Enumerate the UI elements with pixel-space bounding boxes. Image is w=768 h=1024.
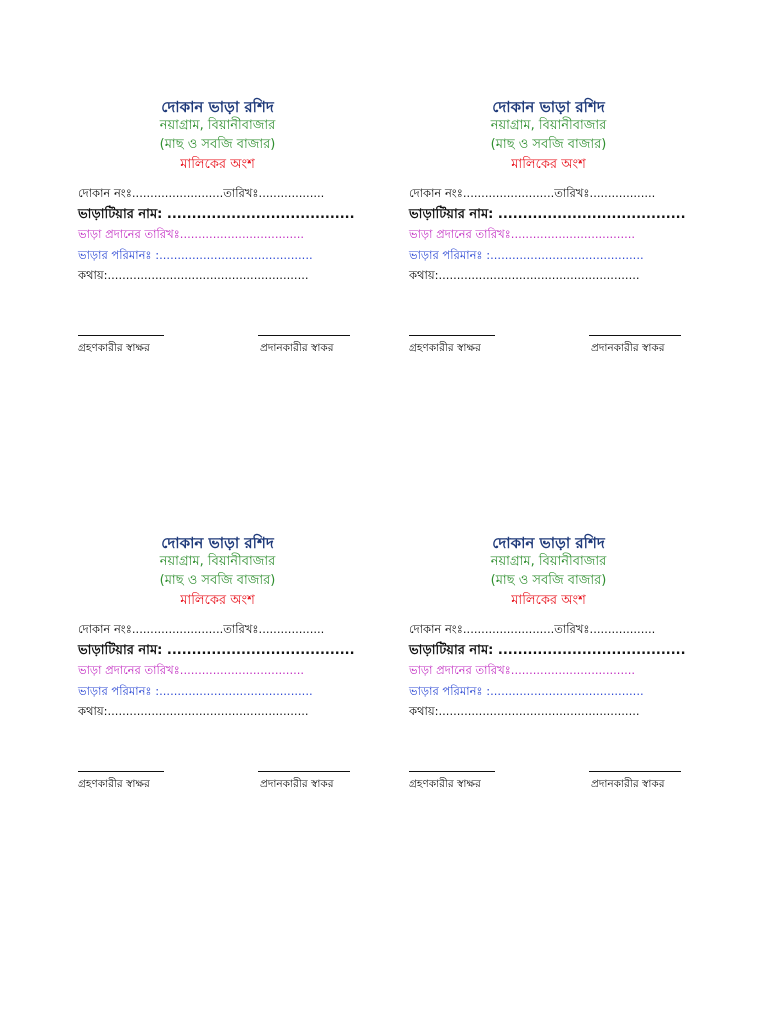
receipt-title: দোকান ভাড়া রশিদ (161, 534, 274, 552)
receipt-market: (মাছ ও সবজি বাজার) (159, 573, 276, 588)
payment-date-line: ভাড়া প্রদানের তারিখঃ.................................. (78, 227, 305, 241)
payer-signature-line (258, 335, 350, 336)
rent-amount-line: ভাড়ার পরিমানঃ :.......................................... (409, 248, 644, 262)
receipt-bottom-left (78, 532, 368, 802)
receiver-signature-label: গ্রহণকারীর স্বাক্ষর (409, 342, 481, 354)
shop-number-date-line: দোকান নংঃ.........................তারিখঃ.................. (78, 622, 325, 636)
tenant-name-line: ভাড়াটিয়ার নাম: ...................................... (78, 643, 355, 658)
receipt-place: নয়াগ্রাম, বিয়ানীবাজার (490, 118, 607, 133)
receiver-signature-label: গ্রহণকারীর স্বাক্ষর (78, 342, 150, 354)
shop-number-date-line: দোকান নংঃ.........................তারিখঃ.................. (409, 186, 656, 200)
receiver-signature-label: গ্রহণকারীর স্বাক্ষর (409, 778, 481, 790)
tenant-name-line: ভাড়াটিয়ার নাম: ...................................... (409, 643, 686, 658)
receipt-part-label: মালিকের অংশ (180, 593, 255, 608)
tenant-name-line: ভাড়াটিয়ার নাম: ...................................... (409, 207, 686, 222)
amount-in-words-line: কথায়:....................................................... (409, 268, 640, 282)
receipt-part-label: মালিকের অংশ (180, 157, 255, 172)
receipt-place: নয়াগ্রাম, বিয়ানীবাজার (490, 554, 607, 569)
payer-signature-label: প্রদানকারীর স্বাকর (260, 342, 334, 354)
receiver-signature-line (409, 335, 495, 336)
receipt-part-label: মালিকের অংশ (511, 593, 586, 608)
receiver-signature-line (78, 771, 164, 772)
receipt-title: দোকান ভাড়া রশিদ (492, 534, 605, 552)
amount-in-words-line: কথায়:....................................................... (78, 268, 309, 282)
receipt-market: (মাছ ও সবজি বাজার) (159, 137, 276, 152)
rent-amount-line: ভাড়ার পরিমানঃ :.......................................... (78, 248, 313, 262)
receipt-top-left (78, 96, 368, 366)
receiver-signature-line (78, 335, 164, 336)
payer-signature-line (589, 335, 681, 336)
payer-signature-line (258, 771, 350, 772)
shop-number-date-line: দোকান নংঃ.........................তারিখঃ.................. (409, 622, 656, 636)
receipt-market: (মাছ ও সবজি বাজার) (490, 137, 607, 152)
receipt-top-right (409, 96, 699, 366)
receipt-title: দোকান ভাড়া রশিদ (492, 98, 605, 116)
tenant-name-line: ভাড়াটিয়ার নাম: ...................................... (78, 207, 355, 222)
payer-signature-label: প্রদানকারীর স্বাকর (591, 778, 665, 790)
receipt-title: দোকান ভাড়া রশিদ (161, 98, 274, 116)
rent-amount-line: ভাড়ার পরিমানঃ :.......................................... (409, 684, 644, 698)
amount-in-words-line: কথায়:....................................................... (409, 704, 640, 718)
receiver-signature-label: গ্রহণকারীর স্বাক্ষর (78, 778, 150, 790)
receiver-signature-line (409, 771, 495, 772)
payment-date-line: ভাড়া প্রদানের তারিখঃ.................................. (78, 663, 305, 677)
payment-date-line: ভাড়া প্রদানের তারিখঃ.................................. (409, 227, 636, 241)
payer-signature-label: প্রদানকারীর স্বাকর (260, 778, 334, 790)
payer-signature-label: প্রদানকারীর স্বাকর (591, 342, 665, 354)
receipt-bottom-right (409, 532, 699, 802)
payer-signature-line (589, 771, 681, 772)
payment-date-line: ভাড়া প্রদানের তারিখঃ.................................. (409, 663, 636, 677)
receipt-part-label: মালিকের অংশ (511, 157, 586, 172)
amount-in-words-line: কথায়:....................................................... (78, 704, 309, 718)
receipt-place: নয়াগ্রাম, বিয়ানীবাজার (159, 118, 276, 133)
shop-number-date-line: দোকান নংঃ.........................তারিখঃ.................. (78, 186, 325, 200)
rent-amount-line: ভাড়ার পরিমানঃ :.......................................... (78, 684, 313, 698)
receipt-market: (মাছ ও সবজি বাজার) (490, 573, 607, 588)
receipt-place: নয়াগ্রাম, বিয়ানীবাজার (159, 554, 276, 569)
